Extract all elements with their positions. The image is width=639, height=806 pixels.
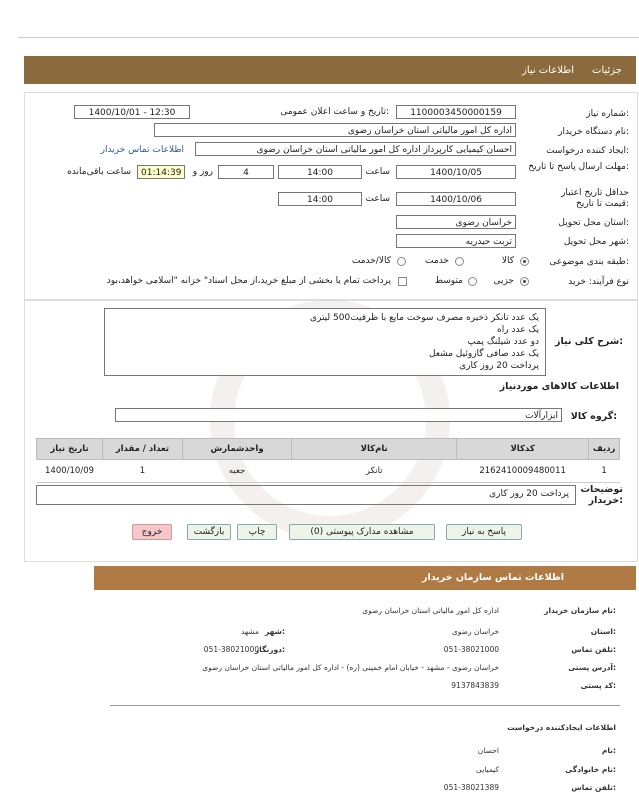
creator-family-value: کیمیایی	[475, 765, 499, 774]
creator-family-label: نام خانوادگی:	[565, 765, 616, 774]
category-label: طبقه بندی موضوعی:	[549, 257, 629, 267]
process-radio-medium[interactable]	[468, 277, 477, 286]
creator-label: ایجاد کننده درخواست:	[546, 146, 629, 156]
validity-time-label: ساعت	[365, 194, 390, 204]
contact-phone-label: تلفن تماس:	[571, 645, 616, 654]
goods-group-label: گروه کالا:	[570, 411, 617, 422]
remaining-time-field: 01:14:39	[137, 165, 185, 179]
creator-phone-value: 051-38021389	[443, 783, 499, 792]
contact-city-label: شهر:	[265, 627, 285, 636]
col-quantity: تعداد / مقدار	[103, 439, 183, 460]
contact-postal-value: 9137843839	[451, 681, 499, 690]
top-divider	[18, 37, 639, 38]
col-need-date: تاریخ نیاز	[37, 439, 103, 460]
contact-fax-label: دورنگار:	[254, 645, 285, 654]
deadline-date-field: 1400/10/05	[396, 165, 516, 179]
cell-quantity: 1	[103, 460, 183, 483]
description-line: دو عدد شیلنگ پمپ	[467, 337, 539, 347]
goods-title: اطلاعات کالاهای موردنیاز	[499, 381, 619, 392]
goods-group-field: ابزارآلات	[115, 408, 562, 422]
contact-province-value: خراسان رضوی	[451, 627, 499, 636]
days-field: 4	[218, 165, 274, 179]
org-value: اداره کل امور مالیاتی استان خراسان رضوی	[362, 606, 499, 615]
buyer-notes-box: پرداخت 20 روز کاری	[36, 485, 576, 505]
city-field: تربت حیدریه	[396, 234, 516, 248]
contact-section-header	[94, 566, 636, 590]
buyer-contact-link[interactable]: اطلاعات تماس خریدار	[100, 145, 184, 155]
reply-button[interactable]: پاسخ به نیاز	[446, 524, 522, 540]
cell-name: تانکر	[292, 460, 457, 483]
city-label: شهر محل تحویل:	[563, 237, 629, 247]
creator-name-value: احسان	[477, 746, 499, 755]
process-radio-minor[interactable]	[520, 277, 529, 286]
col-row: ردیف	[589, 439, 620, 460]
col-unit: واحدشمارش	[182, 439, 292, 460]
contact-address-label: آدرس پستی:	[568, 663, 616, 672]
cell-code: 2162410009480011	[457, 460, 589, 483]
process-option-medium: متوسط	[434, 276, 463, 286]
treasury-note: پرداخت تمام یا بخشی از مبلغ خرید،از محل اسناد" خزانه "اسلامی خواهد،بود	[106, 276, 391, 286]
treasury-checkbox[interactable]	[398, 277, 407, 286]
announce-date-field: 1400/10/01 - 12:30	[74, 105, 190, 119]
deadline-time-label: ساعت	[365, 167, 390, 177]
province-label: استان محل تحویل:	[558, 218, 629, 228]
description-line: یک عدد راه	[497, 325, 539, 335]
buyer-notes-label: توضیحات خریدار:	[580, 484, 623, 506]
tab-details[interactable]: جزئیات	[592, 65, 622, 76]
col-code: کدکالا	[457, 439, 589, 460]
contact-address-value: خراسان رضوی - مشهد - خیابان امام خمینی (ره) - اداره کل امور مالیاتی استان خراسان رضوی	[202, 663, 499, 672]
category-radio-service[interactable]	[455, 257, 464, 266]
creator-name-label: نام:	[601, 746, 616, 755]
page-header	[24, 56, 636, 84]
validity-date-field: 1400/10/06	[396, 192, 516, 206]
view-attachments-button[interactable]: مشاهده مدارک پیوستی (0)	[289, 524, 435, 540]
contact-fax-value: 051-38021000	[203, 645, 259, 654]
contact-section-title: اطلاعات تماس سازمان خریدار	[421, 572, 564, 583]
contact-province-label: استان:	[590, 627, 616, 636]
remaining-label: ساعت باقی‌مانده	[67, 167, 131, 177]
contact-postal-label: کد پستی:	[580, 681, 616, 690]
validity-time-field: 14:00	[278, 192, 362, 206]
description-box	[104, 308, 546, 376]
category-option-goods: کالا	[501, 256, 514, 266]
buyer-label: نام دستگاه خریدار:	[558, 127, 629, 137]
tab-need-info[interactable]: اطلاعات نیاز	[522, 65, 574, 76]
description-line: پرداخت 20 روز کاری	[459, 361, 539, 371]
description-line: یک عدد صافی گازوئیل مشعل	[428, 349, 539, 359]
days-label: روز و	[192, 167, 213, 177]
description-label: شرح کلی نیاز:	[554, 336, 623, 347]
cell-unit: جعبه	[182, 460, 292, 483]
contact-city-value: مشهد	[240, 627, 259, 636]
contact-phone-value: 051-38021000	[443, 645, 499, 654]
creator-field: احسان کیمیایی کارپرداز اداره کل امور مالیاتی استان خراسان رضوی	[195, 142, 516, 156]
process-option-minor: جزیی	[493, 276, 514, 286]
need-number-label: شماره نیاز:	[586, 109, 629, 119]
deadline-label: مهلت ارسال پاسخ تا تاریخ:	[528, 162, 629, 172]
process-label: نوع فرآیند: خرید	[568, 277, 629, 287]
org-label: نام سازمان خریدار:	[544, 606, 616, 615]
category-option-both: کالا/خدمت	[351, 256, 391, 266]
category-option-service: خدمت	[425, 256, 449, 266]
print-button[interactable]: چاپ	[237, 524, 277, 540]
category-radio-goods[interactable]	[520, 257, 529, 266]
cell-row: 1	[589, 460, 620, 483]
creator-phone-label: تلفن تماس:	[571, 783, 616, 792]
exit-button[interactable]: خروج	[132, 524, 172, 540]
need-number-field: 1100003450000159	[396, 105, 516, 119]
buyer-field: اداره کل امور مالیاتی استان خراسان رضوی	[154, 123, 516, 137]
creator-info-title: اطلاعات ایجادکننده درخواست	[507, 723, 616, 732]
validity-label: حداقل تاریخ اعتبار قیمت تا تاریخ:	[561, 188, 629, 209]
back-button[interactable]: بازگشت	[187, 524, 231, 540]
goods-table	[36, 438, 620, 483]
cell-need-date: 1400/10/09	[37, 460, 103, 483]
announce-label: تاریخ و ساعت اعلان عمومی:	[280, 107, 389, 117]
deadline-time-field: 14:00	[278, 165, 362, 179]
col-name: نام‌کالا	[292, 439, 457, 460]
table-row	[37, 460, 620, 483]
contact-divider	[110, 705, 620, 706]
category-radio-both[interactable]	[397, 257, 406, 266]
province-field: خراسان رضوی	[396, 215, 516, 229]
description-line: یک عدد تانکر ذخیره مصرف سوخت مایع با ظرفیت500 لیتری	[309, 313, 539, 323]
